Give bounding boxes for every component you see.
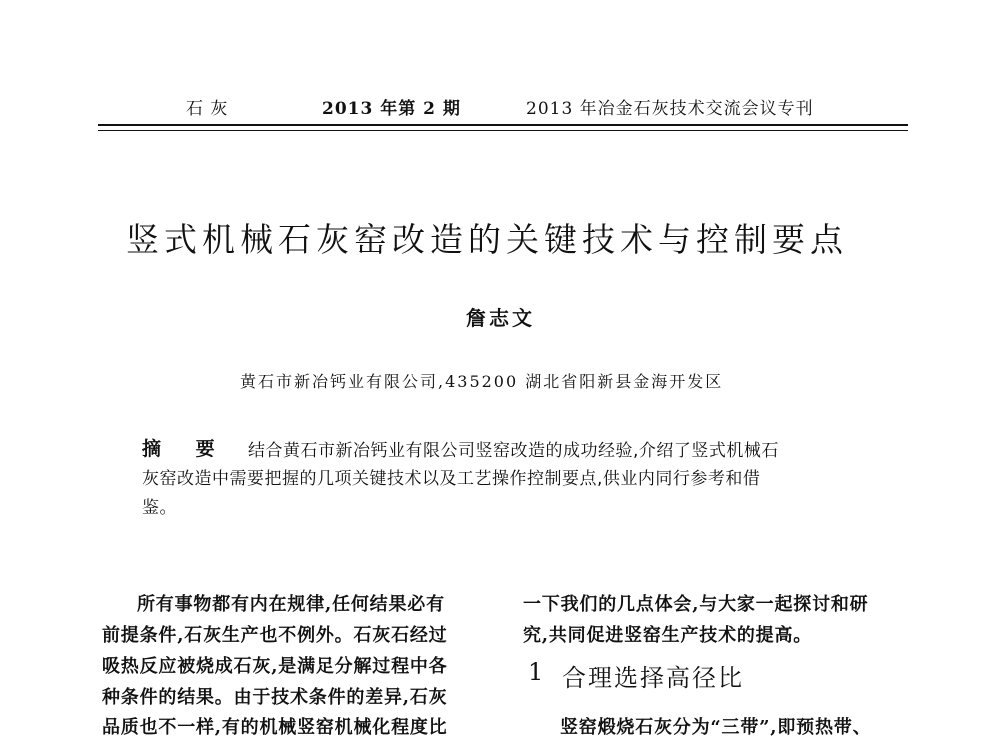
body-line: 竖窑煅烧石灰分为“三带”,即预热带、 (560, 717, 872, 738)
header-rule-thick (98, 124, 908, 126)
body-line: 前提条件,石灰生产也不例外。石灰石经过 (102, 625, 448, 646)
body-line: 种条件的结果。由于技术条件的差异,石灰 (102, 687, 448, 708)
header-rule-thin (98, 130, 908, 131)
special-issue-label: 2013 年冶金石灰技术交流会议专刊 (526, 99, 814, 119)
author-affiliation: 黄石市新冶钙业有限公司,435200 湖北省阳新县金海开发区 (240, 372, 724, 391)
journal-name: 石 灰 (186, 99, 229, 119)
abstract-line: 鉴。 (142, 498, 177, 518)
section-number: 1 (528, 658, 544, 686)
section-title: 合理选择高径比 (562, 664, 744, 692)
body-line: 所有事物都有内在规律,任何结果必有 (137, 594, 445, 615)
body-line: 吸热反应被烧成石灰,是满足分解过程中各 (102, 656, 448, 677)
abstract-label: 摘 要 (142, 438, 229, 460)
abstract-line: 结合黄石市新冶钙业有限公司竖窑改造的成功经验,介绍了竖式机械石 (248, 441, 779, 461)
issue-label: 2013 年第 2 期 (322, 99, 461, 119)
body-line: 一下我们的几点体会,与大家一起探讨和研 (523, 594, 869, 615)
author-name: 詹志文 (466, 306, 535, 330)
body-line: 品质也不一样,有的机械竖窑机械化程度比 (102, 717, 448, 738)
body-line: 究,共同促进竖窑生产技术的提高。 (523, 625, 813, 646)
abstract-line: 灰窑改造中需要把握的几项关键技术以及工艺操作控制要点,供业内同行参考和借 (142, 469, 761, 489)
article-title: 竖式机械石灰窑改造的关键技术与控制要点 (126, 220, 848, 259)
